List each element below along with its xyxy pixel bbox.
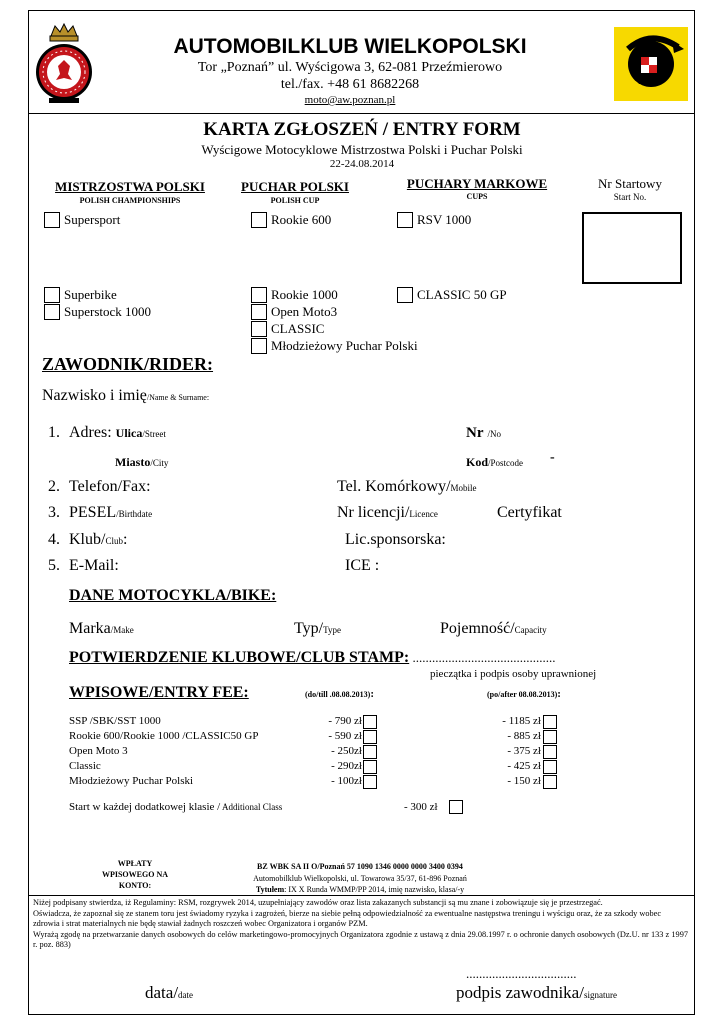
transfer-title [200,885,520,894]
email-field[interactable]: E-Mail: [69,557,119,574]
club-stamp-field[interactable] [69,649,555,667]
fee-after-colon: : [557,688,561,700]
org-name: AUTOMOBILKLUB WIELKOPOLSKI [173,35,527,58]
superstock-checkbox[interactable] [44,304,60,320]
type-sublabel: Type [323,625,341,635]
nr-sublabel: /No [487,429,501,439]
rookie600-label: Rookie 600 [271,212,332,227]
markowe-title: PUCHARY MARKOWE [406,176,548,191]
start-no-box[interactable] [582,212,682,284]
club-logo [33,22,95,104]
classic-label: CLASSIC [271,321,325,336]
postcode-sublabel: /Postcode [488,458,524,468]
pzm-logo-text: PZM [638,75,662,87]
extra-class-label [69,801,282,813]
openmoto3-checkbox[interactable] [251,304,267,320]
bank-account: BZ WBK SA II O/Poznań 57 1090 1346 0000 0000 3400 0394 [257,862,463,871]
fee-row-after-checkbox[interactable] [543,745,557,759]
puchar-subtitle: POLISH CUP [270,196,320,205]
city-field[interactable] [115,453,168,471]
extra-class-text: Start w każdej dodatkowej klasie / [69,801,221,813]
capacity-sublabel: Capacity [514,625,547,635]
extra-class-sub: Additional Class [220,802,283,812]
fee-row-before-checkbox[interactable] [363,745,377,759]
superbike-checkbox[interactable] [44,287,60,303]
fee-before-colon: : [370,688,375,700]
fee-row-before: - 250zł [331,745,362,757]
postcode-dash: - [550,450,555,465]
pesel-sublabel: /Birthdate [116,509,153,519]
fee-after-label: (po/after 08.08.2013) [487,690,558,699]
start-no-title: Nr Startowy [598,176,662,191]
mistrzostwa-title: MISTRZOSTWA POLSKI [55,179,205,194]
date-label: data/ [145,983,179,1002]
fee-row-before: - 290zł [331,760,362,772]
form-dates: 22-24.08.2014 [329,158,395,170]
extra-class-price: - 300 zł [404,801,438,813]
rsv1000-label: RSV 1000 [417,212,472,227]
city-label: Miasto [115,455,151,469]
stamp-heading: POTWIERDZENIE KLUBOWE/CLUB STAMP: [69,649,410,666]
mobile-field[interactable] [337,478,477,496]
org-email-link[interactable]: moto@aw.poznan.pl [304,94,396,106]
phone-field[interactable]: Telefon/Fax: [69,478,151,495]
classic-checkbox[interactable] [251,321,267,337]
certificate-field[interactable]: Certyfikat [497,504,562,521]
fee-row-before: - 790 zł [328,715,362,727]
mobile-sublabel: Mobile [450,483,477,493]
club-sublabel: Club [105,536,123,546]
city-sublabel: /City [150,458,169,468]
pesel-field[interactable] [69,504,152,522]
fee-row-before: - 100zł [331,775,362,787]
rider-heading: ZAWODNIK/RIDER: [42,354,214,374]
openmoto3-label: Open Moto3 [271,304,338,319]
fee-row-after: - 425 zł [507,760,541,772]
fee-row-after: - 375 zł [507,745,541,757]
supersport-checkbox[interactable] [44,212,60,228]
club-colon: : [122,531,128,548]
classic50gp-checkbox[interactable] [397,287,413,303]
declaration-rules: Niżej podpisany stwierdza, iż Regulaminy: RSM, rozgrywek 2014, uzupełniający zawodów oraz lista zakazanych substancji są mu znane i zobowiązuje się je przestrzegać. [33,898,603,907]
rookie600-checkbox[interactable] [251,212,267,228]
puchar-title: PUCHAR POLSKI [241,179,349,194]
signature-label: podpis zawodnika/ [456,983,584,1002]
fee-row-after-checkbox[interactable] [543,775,557,789]
mobile-label: Tel. Komórkowy/ [337,478,451,495]
extra-class-checkbox[interactable] [449,800,463,814]
street-field[interactable] [69,424,166,442]
start-no-subtitle: Start No. [613,192,647,202]
postcode-label: Kod [466,455,489,469]
type-field[interactable] [294,620,341,638]
fee-row-name: Open Moto 3 [69,745,128,757]
stamp-note: pieczątka i podpis osoby uprawnionej [430,668,597,680]
bike-heading: DANE MOTOCYKLA/BIKE: [69,587,277,604]
transfer-title-text: : IX X Runda WMMP/PP 2014, imię nazwisko, klasa/-y [284,885,465,894]
stamp-dots: ............................................ [409,650,556,665]
fee-row-before-checkbox[interactable] [363,715,377,729]
fee-row-before: - 590 zł [328,730,362,742]
num-4: 4. [48,531,60,548]
house-no-field[interactable] [466,424,501,442]
pzm-logo [614,27,688,101]
name-label: Nazwisko i imię [42,387,147,404]
superbike-label: Superbike [64,287,117,302]
payment-divider [28,895,695,896]
licence-field[interactable] [337,504,438,522]
org-address: Tor „Poznań” ul. Wyścigowa 3, 62-081 Przeźmierowo [197,60,503,75]
transfer-title-label: Tytułem [255,885,285,894]
form-title: KARTA ZGŁOSZEŃ / ENTRY FORM [203,119,521,140]
club-field[interactable] [69,531,127,549]
payment-label [80,858,190,891]
club-label: Klub/ [69,531,106,548]
num-2: 2. [48,478,60,495]
pesel-label: PESEL [69,504,117,521]
type-label: Typ/ [294,620,324,637]
fee-heading: WPISOWE/ENTRY FEE: [69,684,249,701]
mlodziezowy-label: Młodzieżowy Puchar Polski [271,338,418,353]
signature-field[interactable] [456,983,617,1003]
payment-label-line2: WPISOWEGO NA [101,870,168,879]
fee-row-after: - 885 zł [507,730,541,742]
superstock-label: Superstock 1000 [64,304,152,319]
rookie1000-checkbox[interactable] [251,287,267,303]
num-3: 3. [48,504,60,521]
street-label: Ulica [115,426,143,440]
licence-label: Nr licencji/ [337,504,410,521]
make-label: Marka [69,620,111,637]
header-divider [28,113,695,114]
capacity-field[interactable] [440,620,547,638]
payment-label-line1: WPŁATY [117,859,153,868]
mlodziezowy-checkbox[interactable] [251,338,267,354]
mistrzostwa-subtitle: POLISH CHAMPIONSHIPS [79,196,181,205]
classic50gp-label: CLASSIC 50 GP [417,287,507,302]
fee-row-after-checkbox[interactable] [543,715,557,729]
declaration-risk: Oświadcza, że zapoznał się ze stanem toru jest świadomy ryzyka i zagrożeń, bierze na siebie pełną odpowiedzialność za ewentualne następstwa treningu i wyścigu oraz, że za szkody wobec zdrowia i strat materialnych nie będę stawiał żadnych roszczeń wobec Organizatora i organów PZM. [33,908,662,928]
signature-dots: .................................. [466,966,577,981]
fee-row-after: - 150 zł [507,775,541,787]
sponsor-licence-field[interactable]: Lic.sponsorska: [345,531,446,548]
date-sublabel: date [178,990,194,1000]
fee-before-header [305,688,374,700]
fee-row-before-checkbox[interactable] [363,775,377,789]
name-field[interactable] [42,387,209,405]
fee-row-name: Rookie 600/Rookie 1000 /CLASSIC50 GP [69,730,259,742]
fee-row-before-checkbox[interactable] [363,730,377,744]
payment-label-line3: KONTO: [118,881,152,890]
fee-row-before-checkbox[interactable] [363,760,377,774]
rookie1000-label: Rookie 1000 [271,287,338,302]
name-sublabel: /Name & Surname: [146,393,210,402]
markowe-subtitle: CUPS [466,192,488,201]
fee-after-header [487,688,561,700]
declaration [33,898,688,951]
supersport-label: Supersport [64,212,121,227]
rsv1000-checkbox[interactable] [397,212,413,228]
make-field[interactable] [69,620,134,638]
make-sublabel: /Make [110,625,134,635]
num-5: 5. [48,557,60,574]
capacity-label: Pojemność/ [440,620,515,637]
licence-sublabel: Licence [409,509,438,519]
fee-row-name: Młodzieżowy Puchar Polski [69,775,194,787]
fee-row-name: Classic [69,760,101,772]
account-holder: Automobilklub Wielkopolski, ul. Towarowa 35/37, 61-896 Poznań [253,874,467,883]
form-subtitle: Wyścigowe Motocyklowe Mistrzostwa Polski i Puchar Polski [201,142,523,157]
address-label: Adres: [69,424,112,441]
signature-sublabel: signature [583,990,617,1000]
fee-row-after: - 1185 zł [502,715,541,727]
fee-row-after-checkbox[interactable] [543,730,557,744]
ice-field[interactable]: ICE : [345,557,380,574]
fee-row-after-checkbox[interactable] [543,760,557,774]
street-sublabel: /Street [142,429,166,439]
num-1: 1. [48,424,60,441]
declaration-gdpr: Wyrażą zgodę na przetwarzanie danych osobowych do celów marketingowo-promocyjnych Organizatora zgodnie z ustawą z dnia 29.08.1997 r. o ochronie danych osobowych (Dz.U. nr 133 z 1997 r. poz. 883) [33,929,688,949]
fee-row-name: SSP /SBK/SST 1000 [69,715,161,727]
postcode-field[interactable] [466,453,523,471]
org-phone: tel./fax. +48 61 8682268 [280,77,420,92]
nr-label: Nr [466,425,484,441]
fee-before-label: (do/till .08.08.2013) [305,690,371,699]
date-field[interactable] [145,983,193,1003]
